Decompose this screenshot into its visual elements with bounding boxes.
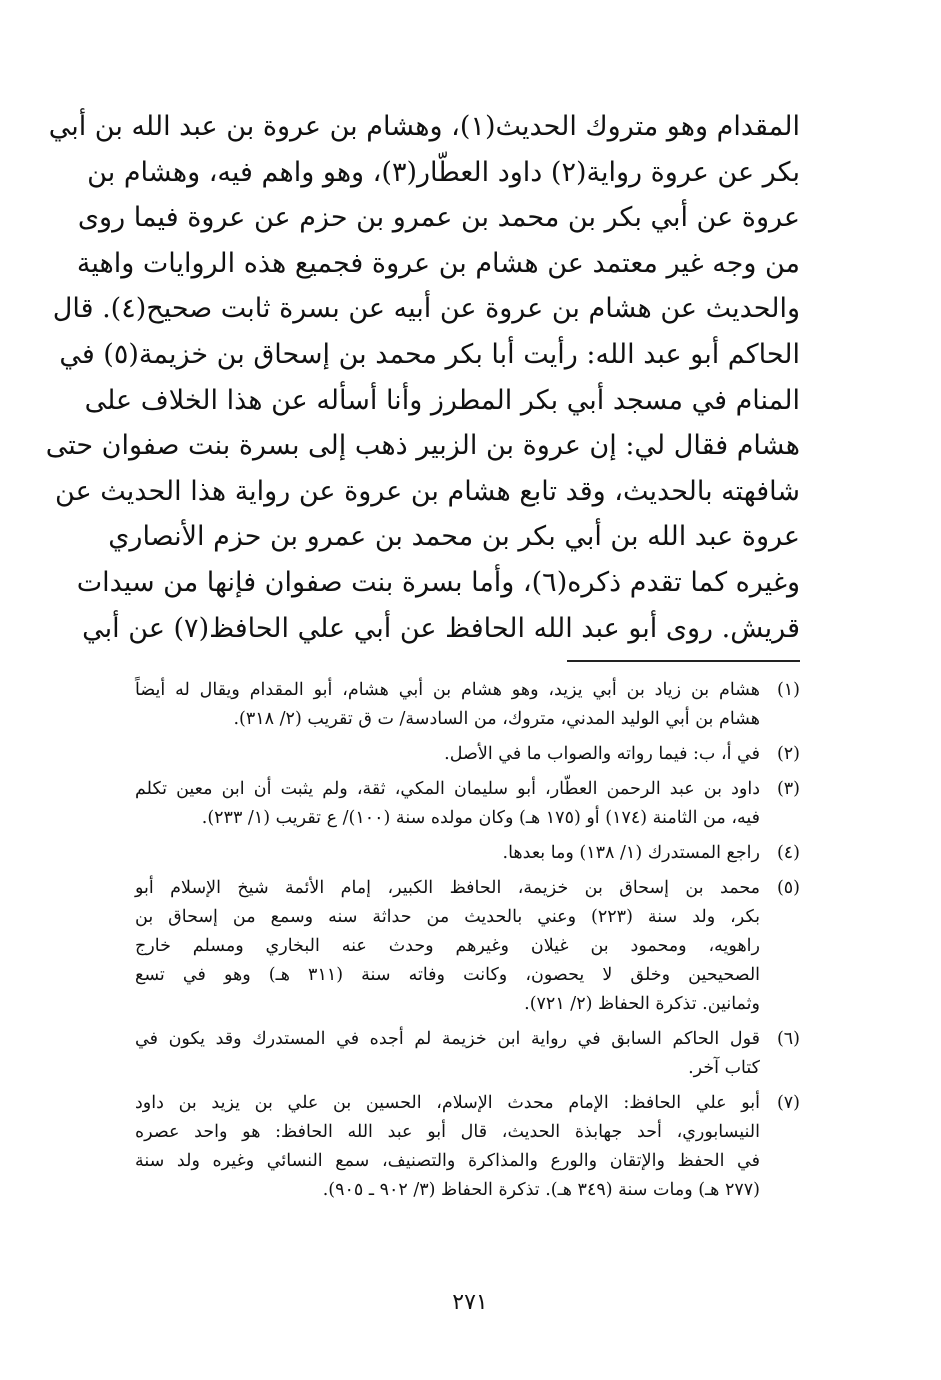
main-text-line: والحديث عن هشام بن عروة عن أبيه عن بسرة ثابت صحيح(٤). قال	[52, 293, 800, 325]
footnote-line: داود بن عبد الرحمن العطّار، أبو سليمان المكي، ثقة، ولم يثبت أن ابن معين تكلم	[135, 779, 760, 799]
footnote-text	[135, 1025, 760, 1083]
footnote-number: (٤)	[776, 843, 800, 863]
footnote-line: وثمانين. تذكرة الحفاظ (٢/ ٧٢١).	[524, 994, 760, 1014]
footnote-text	[135, 839, 760, 868]
footnote-line: الصحيحين وخلق لا يحصون، وكانت وفاته سنة (٣١١ هـ) وهو في تسع	[135, 965, 761, 985]
main-text-line: شافهته بالحديث، وقد تابع هشام بن عروة عن رواية هذا الحديث عن	[55, 475, 800, 507]
footnote-line: هشام بن زياد بن أبي يزيد، وهو هشام بن أبي هشام، أبو المقدام ويقال له أيضاً	[135, 680, 760, 700]
main-text-line: المقدام وهو متروك الحديث(١)، وهشام بن عروة بن عبد الله بن أبي	[48, 111, 800, 142]
footnote-line: راهويه، ومحمود بن غيلان وغيرهم وحدث عنه البخاري ومسلم خارج	[135, 936, 760, 956]
footnote-6	[135, 1025, 800, 1083]
footnote-3	[135, 775, 800, 833]
main-text-line: الحاكم أبو عبد الله: رأيت أبا بكر محمد بن إسحاق بن خزيمة(٥) في	[59, 338, 800, 370]
footnote-number: (٥)	[776, 878, 800, 898]
footnote-1	[135, 676, 800, 734]
footnote-number: (٧)	[776, 1093, 800, 1113]
footnote-line: راجع المستدرك (١/ ١٣٨) وما بعدها.	[502, 843, 760, 863]
footnote-text	[135, 1089, 760, 1205]
footnote-number: (٢)	[776, 744, 800, 764]
footnote-2	[135, 740, 800, 769]
footnote-line: أبو علي الحافظ: الإمام محدث الإسلام، الحسين بن علي بن يزيد بن داود	[135, 1093, 760, 1113]
footnote-text	[135, 676, 760, 734]
footnote-text	[135, 874, 760, 1019]
footnote-line: النيسابوري، أحد جهابذة الحديث، قال أبو عبد الله الحافظ: هو واحد عصره	[135, 1122, 760, 1142]
main-text-line: بكر عن عروة رواية(٢) داود العطّار(٣)، وهو واهم فيه، وهشام بن	[87, 156, 800, 188]
footnote-line: كتاب آخر.	[688, 1058, 760, 1078]
main-text-line: المنام في مسجد أبي بكر المطرز وأنا أسأله عن هذا الخلاف على	[84, 384, 800, 416]
footnote-7	[135, 1089, 800, 1205]
main-text-line: هشام فقال لي: إن عروة بن الزبير ذهب إلى بسرة بنت صفوان حتى	[45, 430, 800, 462]
footnote-line: في أ، ب: فيما رواته والصواب ما في الأصل.	[444, 744, 760, 764]
footnote-line: فيه، من الثامنة (١٧٤) أو (١٧٥ هـ) وكان مولده سنة (١٠٠)/ ع تقريب (١/ ٢٣٣).	[201, 808, 760, 828]
footnote-divider	[567, 660, 800, 662]
page-number: ٢٧١	[452, 1290, 488, 1315]
footnote-text	[135, 775, 760, 833]
footnote-line: في الحفظ والإتقان والورع والمذاكرة والتصنيف، سمع النسائي وغيره ولد سنة	[135, 1151, 760, 1171]
footnote-number: (٣)	[776, 779, 800, 799]
main-text-line: عروة عبد الله بن أبي بكر بن محمد بن عمرو بن حزم الأنصاري	[108, 521, 800, 553]
footnote-line: قول الحاكم السابق في رواية ابن خزيمة لم أجده في المستدرك وقد يكون في	[135, 1029, 760, 1049]
footnote-line: بكر، ولد سنة (٢٢٣) وعني بالحديث من حداثة سنه وسمع من إسحاق بن	[135, 907, 760, 927]
footnote-5	[135, 874, 800, 1019]
main-text-line: من وجه غير معتمد عن هشام بن عروة فجميع هذه الروايات واهية	[76, 247, 800, 279]
footnote-line: هشام بن أبي الوليد المدني، متروك، من السادسة/ ت ق تقريب (٢/ ٣١٨).	[233, 709, 760, 729]
footnotes-section	[135, 676, 800, 1211]
footnote-4	[135, 839, 800, 868]
footnote-number: (١)	[776, 680, 800, 700]
footnote-line: (٢٧٧ هـ) ومات سنة (٣٤٩ هـ). تذكرة الحفاظ (٣/ ٩٠٢ ـ ٩٠٥).	[322, 1180, 760, 1200]
main-text-block	[45, 104, 800, 651]
footnote-number: (٦)	[776, 1029, 800, 1049]
footnote-text	[135, 740, 760, 769]
main-text-line: وغيره كما تقدم ذكره(٦)، وأما بسرة بنت صفوان فإنها من سيدات	[76, 566, 800, 598]
main-text-line: قريش. روى أبو عبد الله الحافظ عن أبي علي الحافظ(٧) عن أبي	[82, 612, 800, 644]
footnote-line: محمد بن إسحاق بن خزيمة، الحافظ الكبير، إمام الأئمة شيخ الإسلام أبو	[135, 878, 760, 898]
main-text-line: عروة عن أبي بكر بن محمد بن عمرو بن حزم عن عروة فيما روى	[77, 202, 800, 234]
